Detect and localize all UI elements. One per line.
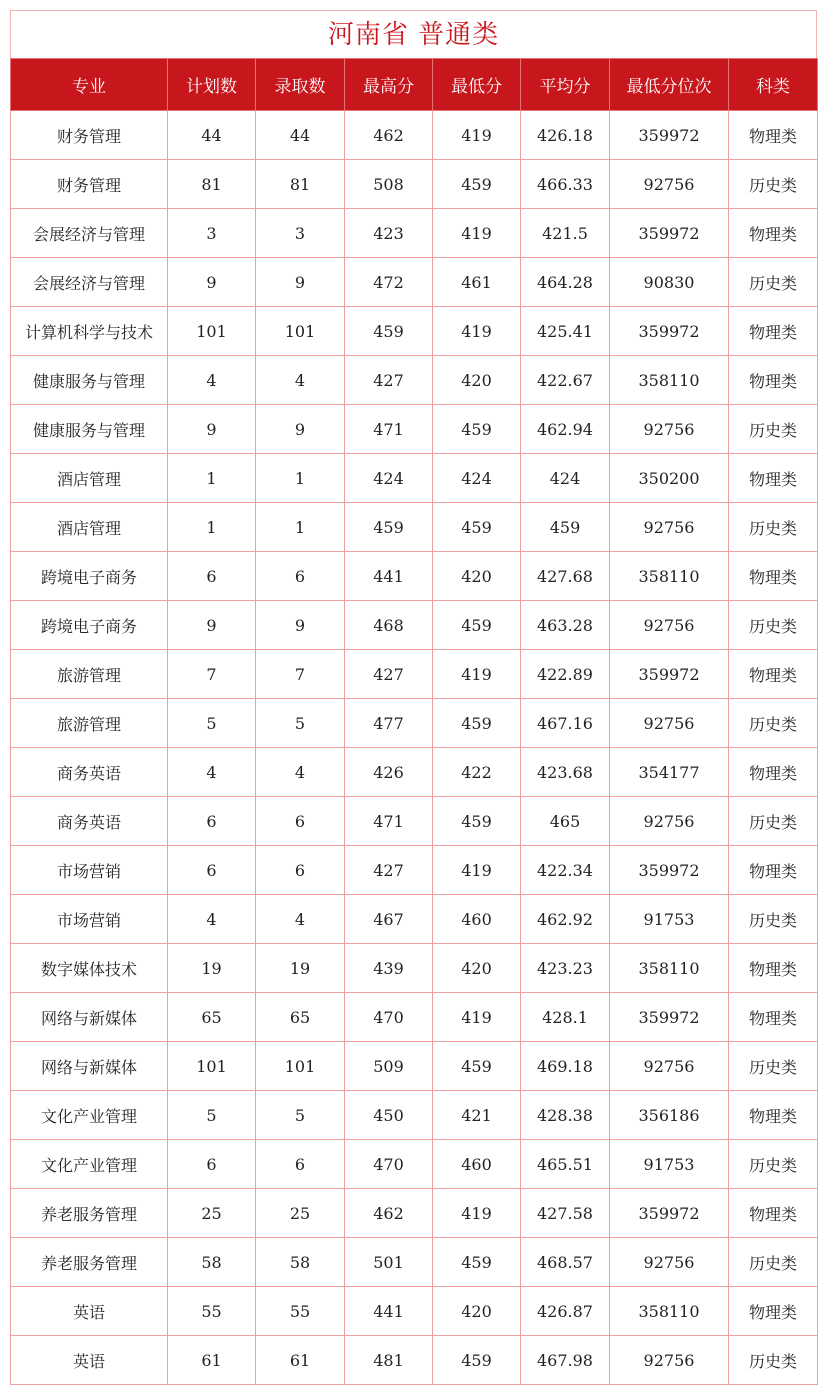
cell-major: 财务管理 [11,111,168,160]
header-max-score: 最高分 [345,59,433,111]
cell-min-rank: 358110 [610,1287,729,1336]
cell-plan-count: 61 [168,1336,256,1385]
cell-major: 会展经济与管理 [11,258,168,307]
cell-max-score: 427 [345,846,433,895]
cell-min-score: 419 [433,1189,521,1238]
cell-category: 物理类 [729,993,818,1042]
cell-major: 财务管理 [11,160,168,209]
table-row [11,1238,818,1287]
cell-max-score: 468 [345,601,433,650]
cell-admitted-count: 9 [256,258,345,307]
table-row [11,748,818,797]
cell-plan-count: 4 [168,748,256,797]
cell-plan-count: 4 [168,356,256,405]
table-row [11,699,818,748]
cell-min-rank: 92756 [610,699,729,748]
cell-major: 旅游管理 [11,699,168,748]
cell-min-rank: 359972 [610,111,729,160]
cell-min-rank: 90830 [610,258,729,307]
cell-plan-count: 101 [168,1042,256,1091]
cell-major: 计算机科学与技术 [11,307,168,356]
cell-admitted-count: 1 [256,503,345,552]
cell-admitted-count: 44 [256,111,345,160]
cell-avg-score: 426.18 [521,111,610,160]
cell-category: 物理类 [729,846,818,895]
cell-max-score: 462 [345,111,433,160]
cell-category: 物理类 [729,1091,818,1140]
cell-major: 酒店管理 [11,503,168,552]
cell-major: 文化产业管理 [11,1140,168,1189]
cell-avg-score: 467.16 [521,699,610,748]
cell-major: 市场营销 [11,846,168,895]
cell-major: 网络与新媒体 [11,1042,168,1091]
cell-max-score: 424 [345,454,433,503]
cell-min-score: 459 [433,160,521,209]
cell-avg-score: 423.23 [521,944,610,993]
cell-plan-count: 1 [168,503,256,552]
header-avg-score: 平均分 [521,59,610,111]
table-row [11,209,818,258]
cell-admitted-count: 6 [256,797,345,846]
cell-major: 网络与新媒体 [11,993,168,1042]
cell-admitted-count: 101 [256,307,345,356]
cell-plan-count: 6 [168,846,256,895]
cell-avg-score: 463.28 [521,601,610,650]
cell-min-rank: 359972 [610,650,729,699]
cell-avg-score: 424 [521,454,610,503]
cell-category: 物理类 [729,307,818,356]
cell-category: 物理类 [729,1287,818,1336]
table-row [11,601,818,650]
cell-min-score: 461 [433,258,521,307]
cell-plan-count: 6 [168,552,256,601]
cell-major: 英语 [11,1287,168,1336]
cell-min-score: 459 [433,1042,521,1091]
cell-category: 物理类 [729,552,818,601]
cell-admitted-count: 5 [256,699,345,748]
cell-min-rank: 92756 [610,160,729,209]
cell-max-score: 462 [345,1189,433,1238]
table-row [11,895,818,944]
cell-max-score: 477 [345,699,433,748]
cell-avg-score: 427.68 [521,552,610,601]
cell-avg-score: 466.33 [521,160,610,209]
cell-min-score: 419 [433,209,521,258]
cell-plan-count: 58 [168,1238,256,1287]
table-row [11,1189,818,1238]
cell-plan-count: 9 [168,601,256,650]
cell-plan-count: 9 [168,405,256,454]
cell-min-score: 459 [433,1238,521,1287]
table-row [11,356,818,405]
cell-category: 历史类 [729,503,818,552]
cell-min-rank: 354177 [610,748,729,797]
cell-min-score: 459 [433,601,521,650]
cell-max-score: 427 [345,356,433,405]
cell-admitted-count: 7 [256,650,345,699]
admission-sheet [10,10,817,1386]
cell-min-rank: 358110 [610,944,729,993]
cell-min-rank: 91753 [610,895,729,944]
cell-category: 历史类 [729,160,818,209]
cell-major: 养老服务管理 [11,1238,168,1287]
cell-max-score: 509 [345,1042,433,1091]
cell-avg-score: 465.51 [521,1140,610,1189]
cell-max-score: 467 [345,895,433,944]
cell-plan-count: 3 [168,209,256,258]
header-admitted-count: 录取数 [256,59,345,111]
cell-category: 物理类 [729,944,818,993]
cell-avg-score: 468.57 [521,1238,610,1287]
cell-category: 物理类 [729,650,818,699]
cell-avg-score: 422.89 [521,650,610,699]
cell-category: 历史类 [729,895,818,944]
cell-avg-score: 462.92 [521,895,610,944]
cell-avg-score: 464.28 [521,258,610,307]
page-title: 河南省 普通类 [10,10,817,58]
admission-table [10,58,818,1385]
cell-min-score: 419 [433,993,521,1042]
cell-avg-score: 422.34 [521,846,610,895]
cell-category: 物理类 [729,454,818,503]
cell-avg-score: 428.1 [521,993,610,1042]
cell-admitted-count: 4 [256,356,345,405]
cell-plan-count: 4 [168,895,256,944]
cell-min-score: 460 [433,1140,521,1189]
cell-min-score: 460 [433,895,521,944]
cell-min-score: 420 [433,944,521,993]
cell-admitted-count: 4 [256,748,345,797]
cell-min-rank: 356186 [610,1091,729,1140]
cell-min-rank: 359972 [610,1189,729,1238]
cell-max-score: 470 [345,1140,433,1189]
cell-major: 英语 [11,1336,168,1385]
cell-min-rank: 358110 [610,356,729,405]
cell-plan-count: 5 [168,699,256,748]
cell-admitted-count: 9 [256,405,345,454]
cell-max-score: 508 [345,160,433,209]
cell-plan-count: 55 [168,1287,256,1336]
cell-min-score: 420 [433,356,521,405]
cell-plan-count: 6 [168,797,256,846]
cell-min-score: 459 [433,503,521,552]
table-row [11,1287,818,1336]
cell-avg-score: 422.67 [521,356,610,405]
cell-category: 历史类 [729,1140,818,1189]
table-row [11,111,818,160]
header-min-rank: 最低分位次 [610,59,729,111]
cell-max-score: 427 [345,650,433,699]
cell-major: 会展经济与管理 [11,209,168,258]
table-row [11,797,818,846]
cell-max-score: 423 [345,209,433,258]
cell-min-score: 459 [433,1336,521,1385]
cell-avg-score: 426.87 [521,1287,610,1336]
cell-min-rank: 91753 [610,1140,729,1189]
header-major: 专业 [11,59,168,111]
cell-category: 物理类 [729,111,818,160]
table-row [11,1140,818,1189]
cell-avg-score: 467.98 [521,1336,610,1385]
cell-admitted-count: 5 [256,1091,345,1140]
cell-max-score: 481 [345,1336,433,1385]
cell-min-rank: 358110 [610,552,729,601]
cell-min-score: 459 [433,797,521,846]
cell-min-score: 422 [433,748,521,797]
cell-admitted-count: 6 [256,846,345,895]
cell-major: 商务英语 [11,797,168,846]
cell-category: 历史类 [729,797,818,846]
header-plan-count: 计划数 [168,59,256,111]
cell-min-score: 420 [433,552,521,601]
cell-category: 历史类 [729,258,818,307]
cell-major: 市场营销 [11,895,168,944]
cell-admitted-count: 6 [256,552,345,601]
cell-admitted-count: 61 [256,1336,345,1385]
cell-plan-count: 25 [168,1189,256,1238]
cell-min-score: 424 [433,454,521,503]
cell-major: 跨境电子商务 [11,601,168,650]
cell-admitted-count: 9 [256,601,345,650]
cell-min-score: 459 [433,699,521,748]
cell-category: 历史类 [729,1336,818,1385]
table-row [11,846,818,895]
cell-admitted-count: 1 [256,454,345,503]
cell-plan-count: 9 [168,258,256,307]
cell-admitted-count: 3 [256,209,345,258]
cell-max-score: 450 [345,1091,433,1140]
cell-max-score: 459 [345,307,433,356]
cell-min-score: 419 [433,650,521,699]
cell-avg-score: 427.58 [521,1189,610,1238]
cell-max-score: 441 [345,552,433,601]
header-row [11,59,818,111]
cell-category: 物理类 [729,748,818,797]
cell-max-score: 459 [345,503,433,552]
cell-min-rank: 92756 [610,601,729,650]
table-row [11,944,818,993]
cell-min-score: 420 [433,1287,521,1336]
cell-category: 历史类 [729,1238,818,1287]
cell-major: 跨境电子商务 [11,552,168,601]
cell-plan-count: 7 [168,650,256,699]
cell-plan-count: 1 [168,454,256,503]
cell-plan-count: 65 [168,993,256,1042]
cell-major: 健康服务与管理 [11,356,168,405]
cell-admitted-count: 19 [256,944,345,993]
table-row [11,160,818,209]
cell-major: 文化产业管理 [11,1091,168,1140]
cell-min-rank: 92756 [610,797,729,846]
cell-admitted-count: 58 [256,1238,345,1287]
cell-min-rank: 92756 [610,1238,729,1287]
cell-plan-count: 101 [168,307,256,356]
cell-plan-count: 5 [168,1091,256,1140]
cell-admitted-count: 25 [256,1189,345,1238]
cell-category: 历史类 [729,699,818,748]
cell-admitted-count: 4 [256,895,345,944]
cell-max-score: 439 [345,944,433,993]
cell-max-score: 472 [345,258,433,307]
table-row [11,307,818,356]
cell-min-score: 419 [433,307,521,356]
cell-plan-count: 6 [168,1140,256,1189]
table-row [11,650,818,699]
cell-min-score: 459 [433,405,521,454]
cell-avg-score: 469.18 [521,1042,610,1091]
table-row [11,405,818,454]
cell-min-rank: 92756 [610,1042,729,1091]
cell-min-rank: 359972 [610,307,729,356]
cell-avg-score: 423.68 [521,748,610,797]
header-min-score: 最低分 [433,59,521,111]
table-row [11,1042,818,1091]
cell-category: 历史类 [729,405,818,454]
table-row [11,454,818,503]
cell-plan-count: 19 [168,944,256,993]
cell-avg-score: 428.38 [521,1091,610,1140]
cell-min-rank: 359972 [610,846,729,895]
cell-min-score: 419 [433,111,521,160]
cell-major: 旅游管理 [11,650,168,699]
cell-admitted-count: 65 [256,993,345,1042]
cell-min-score: 421 [433,1091,521,1140]
cell-category: 物理类 [729,209,818,258]
cell-min-rank: 350200 [610,454,729,503]
cell-max-score: 470 [345,993,433,1042]
cell-min-rank: 92756 [610,405,729,454]
cell-major: 酒店管理 [11,454,168,503]
cell-admitted-count: 55 [256,1287,345,1336]
cell-min-rank: 359972 [610,209,729,258]
cell-max-score: 471 [345,797,433,846]
cell-major: 健康服务与管理 [11,405,168,454]
cell-category: 历史类 [729,1042,818,1091]
cell-major: 养老服务管理 [11,1189,168,1238]
cell-major: 商务英语 [11,748,168,797]
header-category: 科类 [729,59,818,111]
table-row [11,552,818,601]
cell-major: 数字媒体技术 [11,944,168,993]
cell-avg-score: 421.5 [521,209,610,258]
cell-max-score: 501 [345,1238,433,1287]
table-row [11,993,818,1042]
cell-category: 物理类 [729,356,818,405]
cell-max-score: 426 [345,748,433,797]
cell-avg-score: 425.41 [521,307,610,356]
table-row [11,258,818,307]
cell-avg-score: 459 [521,503,610,552]
cell-min-rank: 92756 [610,503,729,552]
cell-avg-score: 465 [521,797,610,846]
cell-plan-count: 81 [168,160,256,209]
cell-min-score: 419 [433,846,521,895]
cell-avg-score: 462.94 [521,405,610,454]
cell-admitted-count: 101 [256,1042,345,1091]
cell-plan-count: 44 [168,111,256,160]
cell-admitted-count: 6 [256,1140,345,1189]
cell-category: 物理类 [729,1189,818,1238]
cell-min-rank: 92756 [610,1336,729,1385]
cell-max-score: 441 [345,1287,433,1336]
cell-admitted-count: 81 [256,160,345,209]
cell-min-rank: 359972 [610,993,729,1042]
table-row [11,503,818,552]
table-row [11,1336,818,1385]
cell-max-score: 471 [345,405,433,454]
table-row [11,1091,818,1140]
cell-category: 历史类 [729,601,818,650]
